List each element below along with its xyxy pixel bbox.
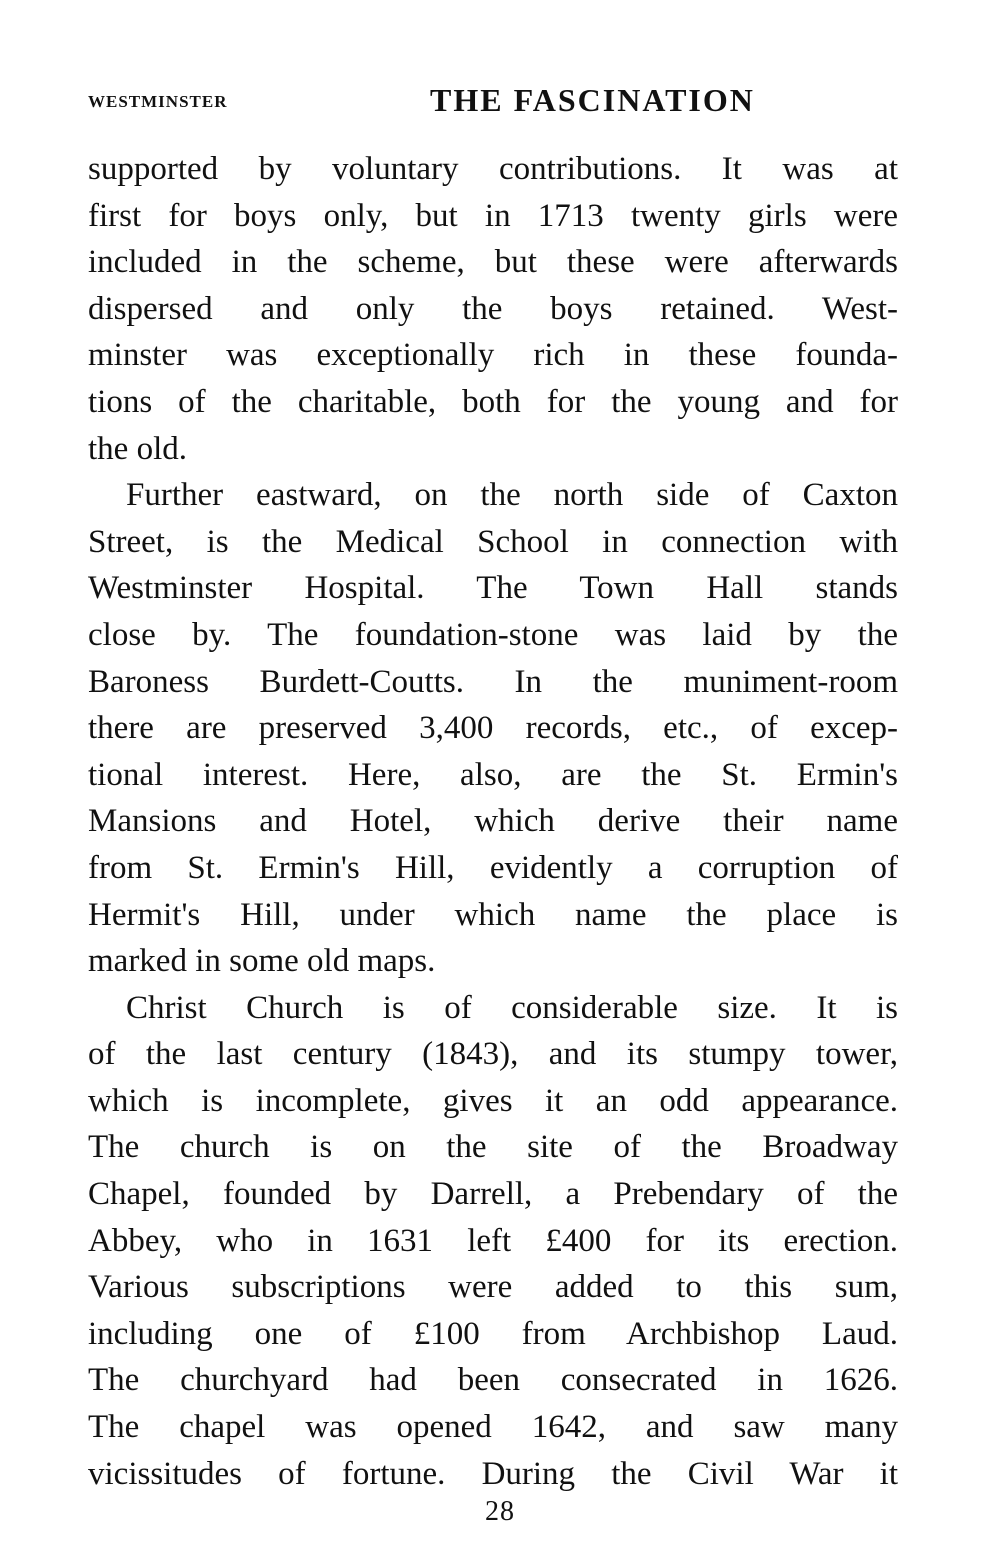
text-line: the old. — [88, 430, 187, 467]
text-line: Hermit's Hill, under which name the place is — [88, 896, 898, 933]
text-line: vicissitudes of fortune. During the Civil War it — [88, 1455, 898, 1492]
text-line: supported by voluntary contributions. It was at — [88, 151, 898, 187]
paragraph-2 — [88, 472, 898, 985]
running-title: THE FASCINATION — [430, 82, 755, 118]
text-line: Baroness Burdett-Coutts. In the muniment-room — [88, 663, 898, 700]
text-line: from St. Ermin's Hill, evidently a corruption of — [88, 849, 898, 886]
text-line: minster was exceptionally rich in these founda- — [88, 337, 898, 374]
text-line: first for boys only, but in 1713 twenty girls were — [88, 197, 898, 234]
text-line: Further eastward, on the north side of Caxton — [126, 477, 898, 514]
paragraph-1 — [88, 146, 898, 472]
page-number: 28 — [485, 1496, 515, 1527]
paragraph-3 — [88, 985, 898, 1498]
text-line: Street, is the Medical School in connection with — [88, 523, 898, 560]
text-line: of the last century (1843), and its stumpy tower, — [88, 1036, 898, 1073]
text-line: The churchyard had been consecrated in 1626. — [88, 1362, 898, 1399]
text-line: including one of £100 from Archbishop Laud. — [88, 1315, 898, 1352]
running-head — [88, 82, 898, 122]
text-line: which is incomplete, gives it an odd appearance. — [88, 1082, 898, 1119]
text-line: marked in some old maps. — [88, 943, 436, 980]
text-line: Mansions and Hotel, which derive their name — [88, 803, 898, 840]
text-line: close by. The foundation-stone was laid by the — [88, 616, 898, 653]
text-line: tional interest. Here, also, are the St. Ermin's — [88, 756, 898, 793]
text-line: Chapel, founded by Darrell, a Prebendary of the — [88, 1176, 898, 1213]
text-line: tions of the charitable, both for the young and for — [88, 383, 898, 420]
text-line: The church is on the site of the Broadway — [88, 1129, 898, 1166]
text-line: there are preserved 3,400 records, etc., of excep- — [88, 710, 898, 747]
text-line: included in the scheme, but these were afterwards — [88, 244, 898, 281]
text-line: dispersed and only the boys retained. West- — [88, 290, 898, 327]
section-label: WESTMINSTER — [88, 92, 228, 111]
body-text — [88, 146, 898, 1497]
text-line: Christ Church is of considerable size. It is — [126, 989, 898, 1026]
text-line: Abbey, who in 1631 left £400 for its erection. — [88, 1222, 898, 1259]
text-line: Westminster Hospital. The Town Hall stands — [88, 570, 898, 607]
text-line: Various subscriptions were added to this sum, — [88, 1269, 898, 1306]
text-line: The chapel was opened 1642, and saw many — [88, 1409, 898, 1446]
